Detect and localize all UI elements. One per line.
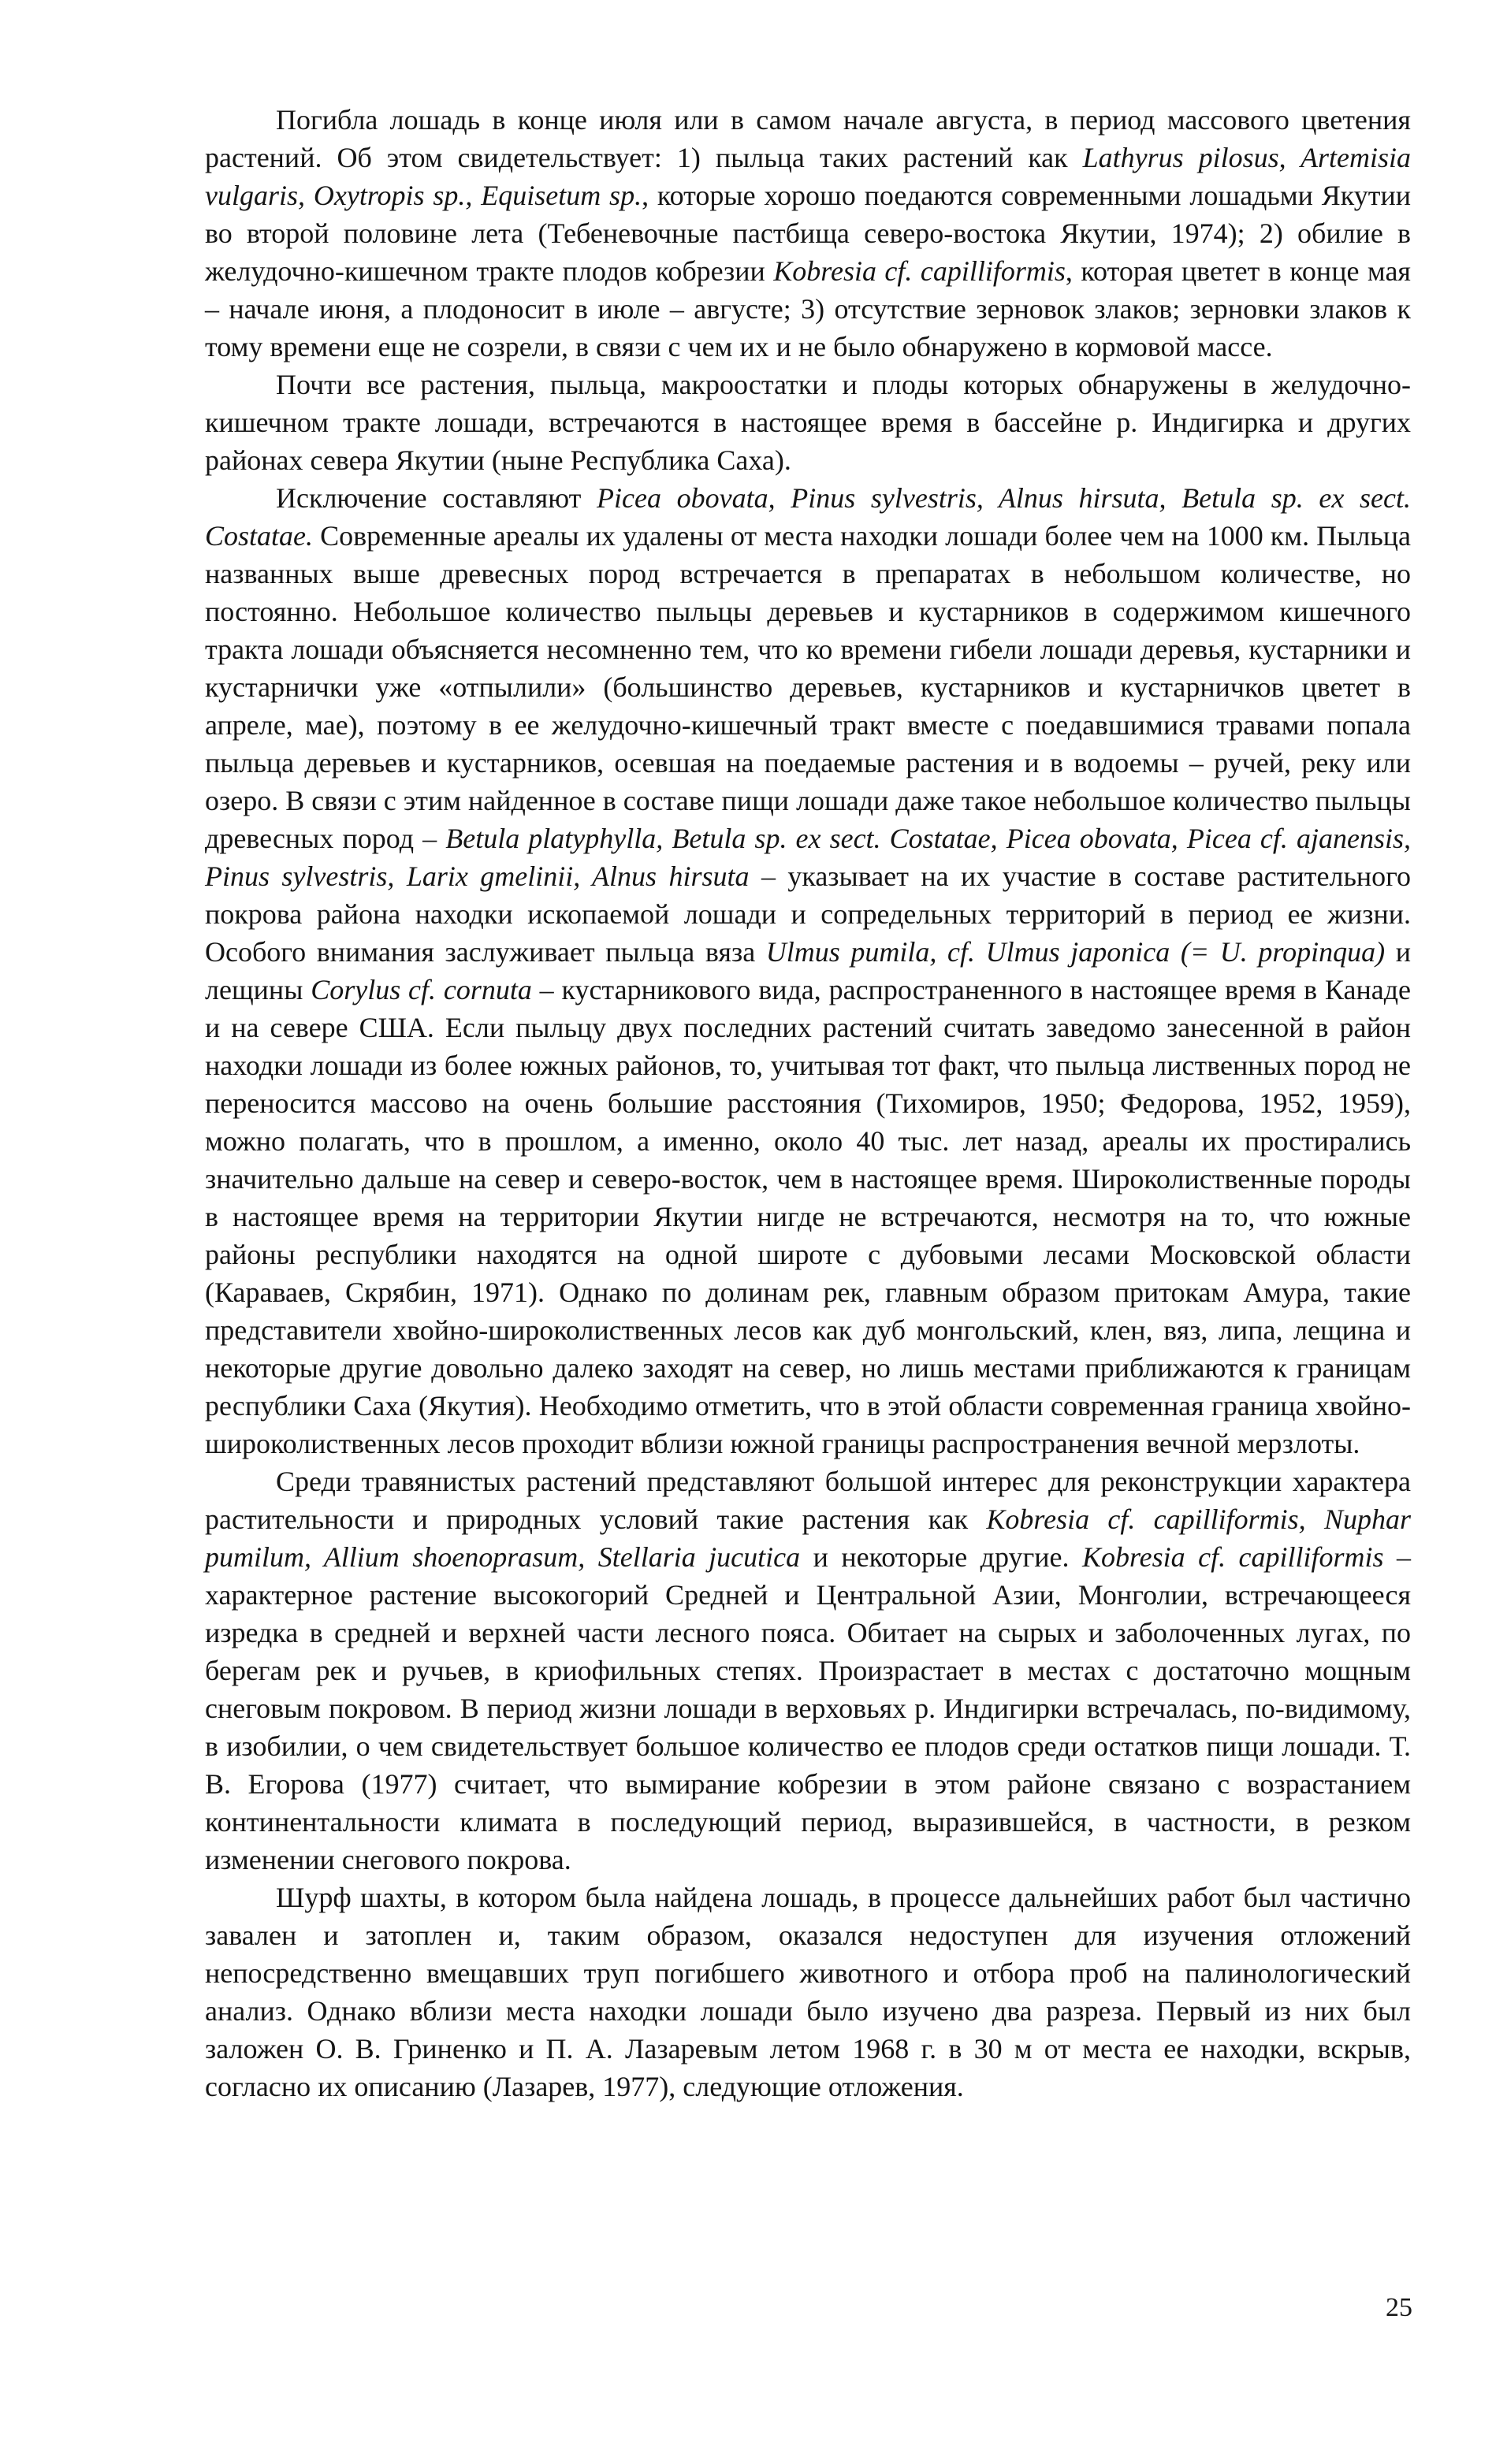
paragraph-4 bbox=[205, 1462, 1411, 1879]
page-number: 25 bbox=[1386, 2293, 1412, 2322]
page-body bbox=[205, 101, 1411, 2105]
latin-name: Kobresia cf. capilliformis bbox=[1081, 1541, 1384, 1573]
text-segment: и лещины bbox=[205, 936, 1411, 1005]
text-segment: – указывает на их участие в составе растительного покрова района находки ископаемой лошади и сопредельных территорий в период ее жизни. Особого внимания заслуживает пыльца вяза bbox=[205, 860, 1412, 968]
text-segment: Шурф шахты, в котором была найдена лошадь, в процессе дальнейших работ был частично завален и затоплен и, таким образом, оказался недоступен для изучения отложений непосредственно вмещавших труп погибшего животного и отбора проб на палинологический анализ. Однако вблизи места находки лошади было изучено два разреза. Первый из них был заложен О. В. Гриненко и П. А. Лазаревым летом 1968 г. в 30 м от места ее находки, вскрыв, согласно их описанию (Лазарев, 1977), следующие отложения. bbox=[205, 1882, 1411, 2102]
latin-name: Betula platyphylla, Betula sp. ex sect. Costatae, Picea obovata, Picea cf. ajanensis, Pinus sylvestris, Larix gmelinii, Alnus hirsuta bbox=[205, 823, 1412, 892]
text-segment: Исключение составляют bbox=[276, 482, 597, 514]
text-segment: и некоторые другие. bbox=[800, 1541, 1082, 1573]
text-segment: Среди травянистых растений представляют большой интерес для реконструкции характера растительности и природных условий такие растения как bbox=[205, 1466, 1411, 1535]
paragraph-5 bbox=[205, 1879, 1411, 2105]
latin-name: Picea obovata, Pinus sylvestris, Alnus hirsuta, Betula sp. ex sect. Costatae. bbox=[205, 482, 1411, 552]
text-segment: – характерное растение высокогорий Средней и Центральной Азии, Монголии, встречающееся изредка в средней и верхней части лесного пояса. Обитает на сырых и заболоченных лугах, по берегам рек и ручьев, в криофильных степях. Произрастает в местах с достаточно мощным снеговым покровом. В период жизни лошади в верховьях р. Индигирки встречалась, по-видимому, в изобилии, о чем свидетельствует большое количество ее плодов среди остатков пищи лошади. Т. В. Егорова (1977) считает, что вымирание кобрезии в этом районе связано с возрастанием континентальности климата в последующий период, выразившейся, в частности, в резком изменении снегового покрова. bbox=[205, 1541, 1412, 1875]
text-segment: – кустарникового вида, распространенного в настоящее время в Канаде и на севере США. Если пыльцу двух последних растений считать заведомо занесенной в район находки лошади из более южных районов, то, учитывая тот факт, что пыльца лиственных пород не переносится массово на очень большие расстояния (Тихомиров, 1950; Федорова, 1952, 1959), можно полагать, что в прошлом, а именно, около 40 тыс. лет назад, ареалы их простирались значительно дальше на север и северо-восток, чем в настоящее время. Широколиственные породы в настоящее время на территории Якутии нигде не встречаются, несмотря на то, что южные районы республики находятся на одной широте с дубовыми лесами Московской области (Караваев, Скрябин, 1971). Однако по долинам рек, главным образом притокам Амура, такие представители хвойно-широколиственных лесов как дуб монгольский, клен, вяз, липа, лещина и некоторые другие довольно далеко заходят на север, но лишь местами приближаются к границам республики Саха (Якутия). Необходимо отметить, что в этой области современная граница хвойно-широколиственных лесов проходит вблизи южной границы распространения вечной мерзлоты. bbox=[205, 974, 1411, 1459]
latin-name: Kobresia cf. capilliformis bbox=[773, 255, 1066, 287]
text-segment: , которая цветет в конце мая – начале июня, а плодоносит в июле – августе; 3) отсутствие зерновок злаков; зерновки злаков к тому времени еще не созрели, в связи с чем их и не было обнаружено в кормовой массе. bbox=[205, 255, 1411, 362]
paragraph-1 bbox=[205, 101, 1411, 366]
text-segment: Современные ареалы их удалены от места находки лошади более чем на 1000 км. Пыльца названных выше древесных пород встречается в препаратах в небольшом количестве, но постоянно. Небольшое количество пыльцы деревьев и кустарников в содержимом кишечного тракта лошади объясняется несомненно тем, что ко времени гибели лошади деревья, кустарники и кустарнички уже «отпылили» (большинство деревьев, кустарников и кустарничков цветет в апреле, мае), поэтому в ее желудочно-кишечный тракт вместе с поедавшимися травами попала пыльца деревьев и кустарников, осевшая на поедаемые растения и в водоемы – ручей, реку или озеро. В связи с этим найденное в составе пищи лошади даже такое небольшое количество пыльцы древесных пород – bbox=[205, 520, 1411, 854]
latin-name: Ulmus pumila, cf. Ulmus japonica (= U. propinqua) bbox=[765, 936, 1386, 968]
latin-name: Kobresia cf. capilliformis, Nuphar pumilum, Allium shoenoprasum, Stellaria jucutica bbox=[205, 1503, 1411, 1573]
text-segment: , которые хорошо поедаются современными лошадьми Якутии во второй половине лета (Тебеневочные пастбища северо-востока Якутии, 1974); 2) обилие в желудочно-кишечном тракте плодов кобрезии bbox=[205, 180, 1411, 287]
text-segment: Почти все растения, пыльца, макроостатки и плоды которых обнаружены в желудочно-кишечном тракте лошади, встречаются в настоящее время в бассейне р. Индигирка и других районах севера Якутии (ныне Республика Саха). bbox=[205, 369, 1411, 476]
latin-name: Corylus cf. cornuta bbox=[311, 974, 532, 1005]
paragraph-3 bbox=[205, 479, 1411, 1462]
text-segment: Погибла лошадь в конце июля или в самом начале августа, в период массового цветения растений. Об этом свидетельствует: 1) пыльца таких растений как bbox=[205, 104, 1411, 173]
latin-name: Lathyrus pilosus, Artemisia vulgaris, Oxytropis sp., Equisetum sp. bbox=[205, 142, 1411, 211]
paragraph-2 bbox=[205, 366, 1411, 479]
